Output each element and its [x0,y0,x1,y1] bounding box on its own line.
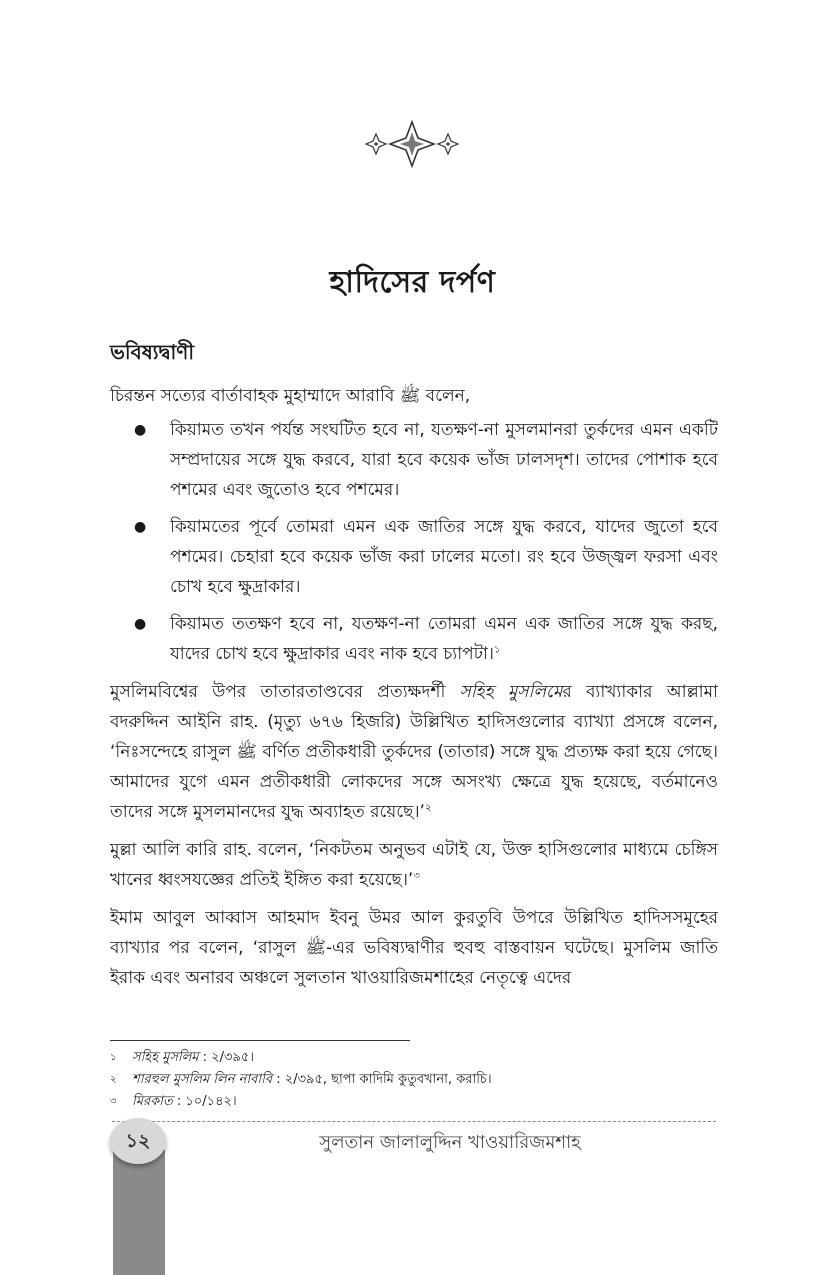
section-heading: ভবিষ্যদ্বাণী [110,340,195,364]
hadith-list [110,415,718,669]
paragraph-text: র ব্যাখ্যাকার আল্লামা বদরুদ্দিন আইনি রাহ. (মৃত্যু ৬৭৬ হিজরি) উল্লিখিত হাদিসগুলোর ব্যাখ্যা প্রসঙ্গে বলেন, ‘নিঃসন্দেহে রাসুল ﷺ বর্ণিত প্রতীকধারী তুর্কদের (তাতার) সঙ্গে যুদ্ধ প্রত্যক্ষ করা হয়ে গেছে। আমাদের যুগে এমন প্রতীকধারী লোকদের সঙ্গে অসংখ্য ক্ষেত্রে যুদ্ধ হয়েছে, বর্তমানেও তাদের সঙ্গে মুসলমানদের যুদ্ধ অব্যাহত রয়েছে।’ [110,682,718,822]
footnote-source: সহিহ মুসলিম [132,1050,199,1065]
list-item [110,415,718,505]
footnote [110,1047,718,1069]
footnote-source: মিরকাত [132,1094,173,1109]
star-ornament-icon [360,118,464,170]
footnote-ref: ৩ [413,870,420,882]
footnote-number: ৩ [110,1096,117,1107]
page-number: ১২ [110,1118,166,1164]
body-text [110,338,718,993]
footnote-detail: : ১০/১৪২। [172,1094,237,1109]
footnote [110,1091,718,1113]
bullet-dot-icon: ● [134,519,147,535]
bullet-dot-icon: ● [134,616,147,632]
footnote-ref: ২ [424,802,432,814]
footnote [110,1069,718,1091]
bullet-dot-icon: ● [134,422,147,438]
footer-divider [112,1121,716,1122]
paragraph-mulla-ali [110,835,718,895]
footnote-ref: ১ [493,644,501,656]
footnote-detail: : ২/৩৯৫। [198,1050,254,1065]
list-item [110,609,718,669]
footnote-number: ২ [110,1074,117,1085]
footnotes [110,1040,718,1113]
hadith-text: কিয়ামত ততক্ষণ হবে না, যতক্ষণ-না তোমরা এমন এক জাতির সঙ্গে যুদ্ধ করছ, যাদের চোখ হবে ক্ষুদ্রাকার এবং নাক হবে চ্যাপটা। [170,614,718,664]
paragraph-aini [110,677,718,827]
paragraph-text: মুল্লা আলি কারি রাহ. বলেন, ‘নিকটতম অনুভব এটাই যে, উক্ত হাসিগুলোর মাধ্যমে চেঙ্গিস খানের ধ্বংসযজ্ঞের প্রতিই ইঙ্গিত করা হয়েছে।’ [110,840,718,890]
list-item [110,512,718,602]
hadith-text: কিয়ামত তখন পর্যন্ত সংঘটিত হবে না, যতক্ষণ-না মুসলমানরা তুর্কদের এমন একটি সম্প্রদায়ের সঙ্গে যুদ্ধ করবে, যারা হবে কয়েক ভাঁজ ঢালসদৃশ। তাদের পোশাক হবে পশমের এবং জুতোও হবে পশমের। [170,420,718,500]
intro-paragraph: চিরন্তন সত্যের বার্তাবাহক মুহাম্মাদে আরাবি ﷺ বলেন, [110,386,471,406]
paragraph-qurtubi: ইমাম আবুল আব্বাস আহমাদ ইবনু উমর আল কুরতুবি উপরে উল্লিখিত হাদিসসমূহের ব্যাখ্যার পর বলেন, ‘রাসুল ﷺ-এর ভবিষ্যদ্বাণীর হুবহু বাস্তবায়ন ঘটেছে। মুসলিম জাতি ইরাক এবং অনারব অঞ্চলে সুলতান খাওয়ারিজমশাহের নেতৃত্বে এদের [110,908,718,988]
running-head: সুলতান জালালুদ্দিন খাওয়ারিজমশাহ [319,1132,581,1153]
book-title: সহিহ মুসলিমে [459,682,563,702]
footnote-number: ১ [110,1052,117,1063]
page-edge-tab [113,1150,165,1275]
footnote-detail: : ২/৩৯৫, ছাপা কাদিমি কুতুবখানা, করাচি। [272,1072,492,1087]
chapter-title: হাদিসের দর্পণ [329,265,496,300]
footnote-source: শারহুল মুসলিম লিন নাবাবি [132,1072,273,1087]
hadith-text: কিয়ামতের পূর্বে তোমরা এমন এক জাতির সঙ্গে যুদ্ধ করবে, যাদের জুতো হবে পশমের। চেহারা হবে কয়েক ভাঁজ করা ঢালের মতো। রং হবে উজ্জ্বল ফরসা এবং চোখ হবে ক্ষুদ্রাকার। [170,517,718,597]
footnote-divider [110,1040,410,1041]
paragraph-text: মুসলিমবিশ্বের উপর তাতারতাণ্ডবের প্রত্যক্ষদর্শী [110,682,460,702]
